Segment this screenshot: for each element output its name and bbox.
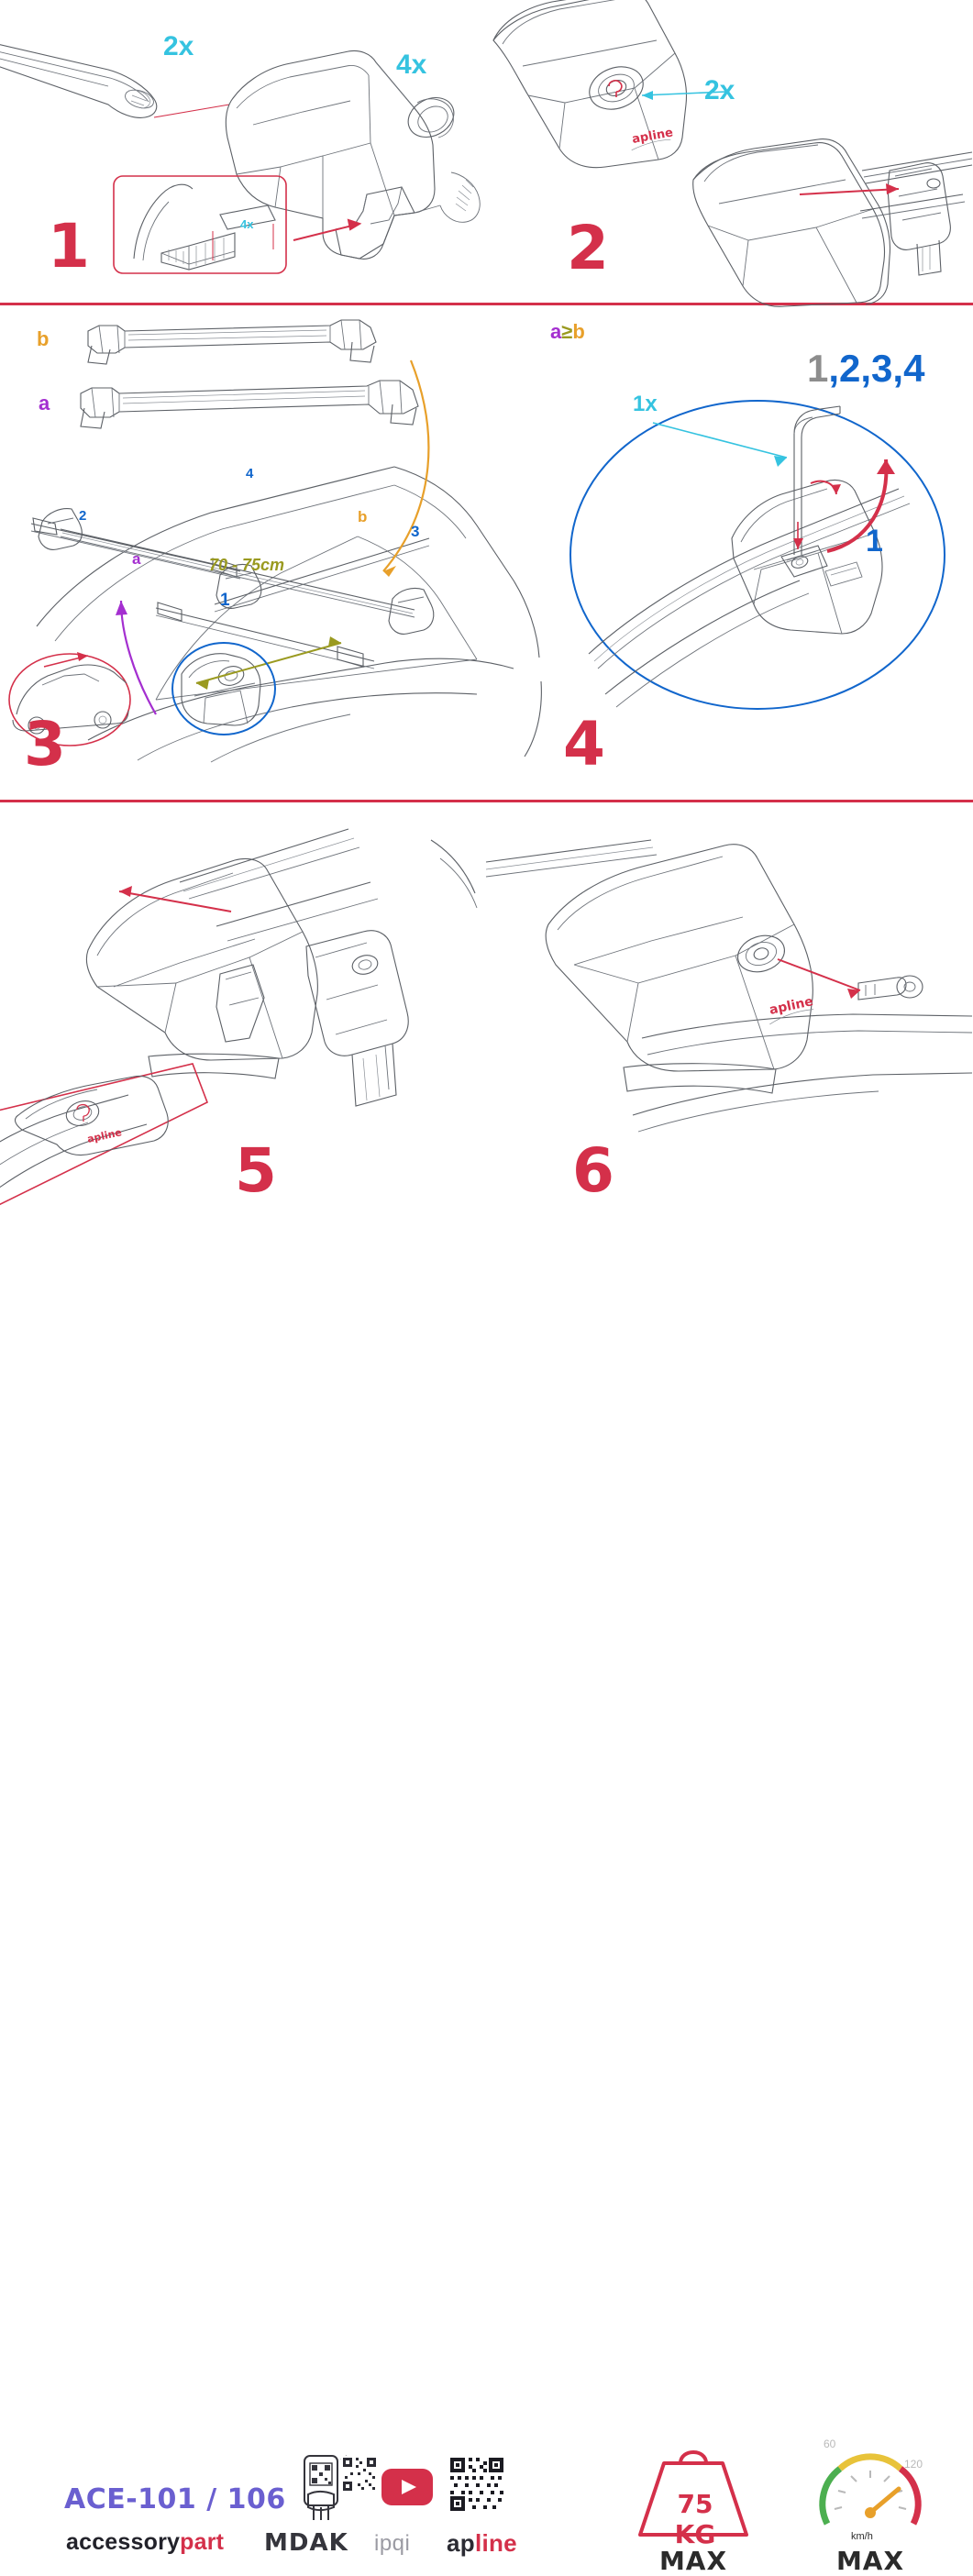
label-roof-a: a: [39, 392, 50, 415]
arrow-insert-endcap: [800, 189, 899, 194]
dimension-arrow: [196, 643, 341, 683]
svg-text:apline: apline: [768, 994, 815, 1018]
compare-a: a: [550, 320, 562, 343]
step-number-6: 6: [572, 1135, 613, 1206]
apline-line: line: [474, 2529, 517, 2557]
label-foot-quantity: 4x: [396, 50, 427, 80]
pad-detail-inset: [114, 176, 286, 273]
partner-ipqi: ipqi: [374, 2531, 411, 2556]
step-3-illustration: [0, 305, 550, 800]
foot-with-lock-drawing: [493, 0, 687, 168]
max-load-value: 75 KG: [674, 2489, 716, 2549]
label-pad-quantity: 4x: [240, 217, 254, 231]
step-6-illustration: [495, 803, 973, 1229]
step-6-panel: [495, 803, 973, 1229]
svg-text:apline: apline: [631, 126, 675, 147]
label-roof-b: b: [37, 327, 50, 350]
max-speed-gauge-icon: [814, 2436, 926, 2544]
step-2-panel: [495, 0, 973, 303]
gauge-max-tick: 120: [904, 2458, 923, 2471]
label-mark-3: 3: [411, 523, 420, 540]
label-dimension: 70 - 75cm: [209, 556, 285, 574]
arrow-roof-b-to-bar: [383, 360, 428, 571]
gauge-min-tick: 60: [824, 2438, 836, 2450]
apline-ap: ap: [447, 2529, 475, 2557]
foot-detail-drawing: [732, 480, 882, 634]
label-bar-quantity: 2x: [163, 31, 194, 61]
label-path-a: a: [132, 550, 141, 568]
arrow-slide-cover: [119, 891, 231, 912]
qr-code[interactable]: [448, 2456, 505, 2513]
label-key-quantity: 2x: [704, 75, 735, 105]
rail-detail-drawing: [589, 489, 910, 707]
cover-detail-drawing: [0, 1077, 168, 1208]
step-1-panel: [0, 0, 495, 303]
arrow-roof-a-to-bar: [121, 601, 156, 714]
step-number-4: 4: [563, 709, 603, 779]
crossbar-drawing-5: [180, 829, 477, 941]
order-first: 1: [807, 347, 829, 390]
endcap-with-lock-drawing: [306, 931, 408, 1106]
label-mark-1: 1: [220, 591, 230, 610]
label-torque-step: 1: [866, 524, 883, 558]
brand-apline: [447, 2529, 517, 2558]
car-roof-drawing: [37, 467, 541, 762]
bar-and-endcap-drawing: [693, 139, 972, 307]
section-divider-2: [0, 800, 973, 802]
leader-line-bar-to-foot: [154, 105, 229, 117]
step-4-panel: [550, 305, 973, 800]
brand-part: part: [180, 2529, 225, 2555]
max-load-caption: MAX: [658, 2546, 728, 2576]
foot-drawing-6: [546, 845, 814, 1093]
step-number-1: 1: [48, 211, 88, 282]
crossbar-drawing: [0, 40, 157, 117]
arrow-tool-callout: [653, 423, 787, 458]
label-compare-ab: [550, 322, 585, 342]
rail-drawing-6: [486, 840, 972, 1132]
step-3-panel: [0, 305, 550, 800]
crossbar-topview-b: [88, 320, 376, 364]
step-number-5: 5: [235, 1135, 275, 1206]
arrow-remove-key: [778, 959, 860, 990]
footer: [0, 1229, 973, 2576]
brand-accessorypart: [66, 2529, 224, 2556]
compare-b: b: [572, 320, 585, 343]
order-rest: ,2,3,4: [828, 347, 925, 390]
partner-mdak: MDAK: [264, 2529, 348, 2557]
brand-accessory: accessory: [66, 2529, 181, 2555]
model-code: ACE-101 / 106: [64, 2483, 286, 2515]
compare-op: ≥: [561, 320, 573, 343]
svg-text:apline: apline: [85, 1126, 123, 1145]
max-speed-caption: MAX: [835, 2546, 905, 2576]
step-number-2: 2: [567, 213, 607, 283]
crossbar-topview-a: [81, 381, 418, 428]
label-path-b: b: [358, 508, 368, 525]
label-tighten-order: [807, 349, 924, 388]
label-mark-2: 2: [79, 508, 87, 524]
youtube-icon[interactable]: [381, 2469, 433, 2505]
gauge-unit: km/h: [851, 2531, 873, 2542]
mounted-crossbars-drawing: [39, 509, 434, 725]
label-mark-4: 4: [246, 466, 254, 481]
detail-circle-step-4: [570, 401, 945, 709]
qr-code-small-icon: [341, 2456, 378, 2493]
step-5-panel: [0, 803, 495, 1229]
label-tool-quantity: 1x: [633, 392, 658, 416]
key-drawing: [858, 976, 923, 1000]
step-number-3: 3: [24, 709, 64, 779]
